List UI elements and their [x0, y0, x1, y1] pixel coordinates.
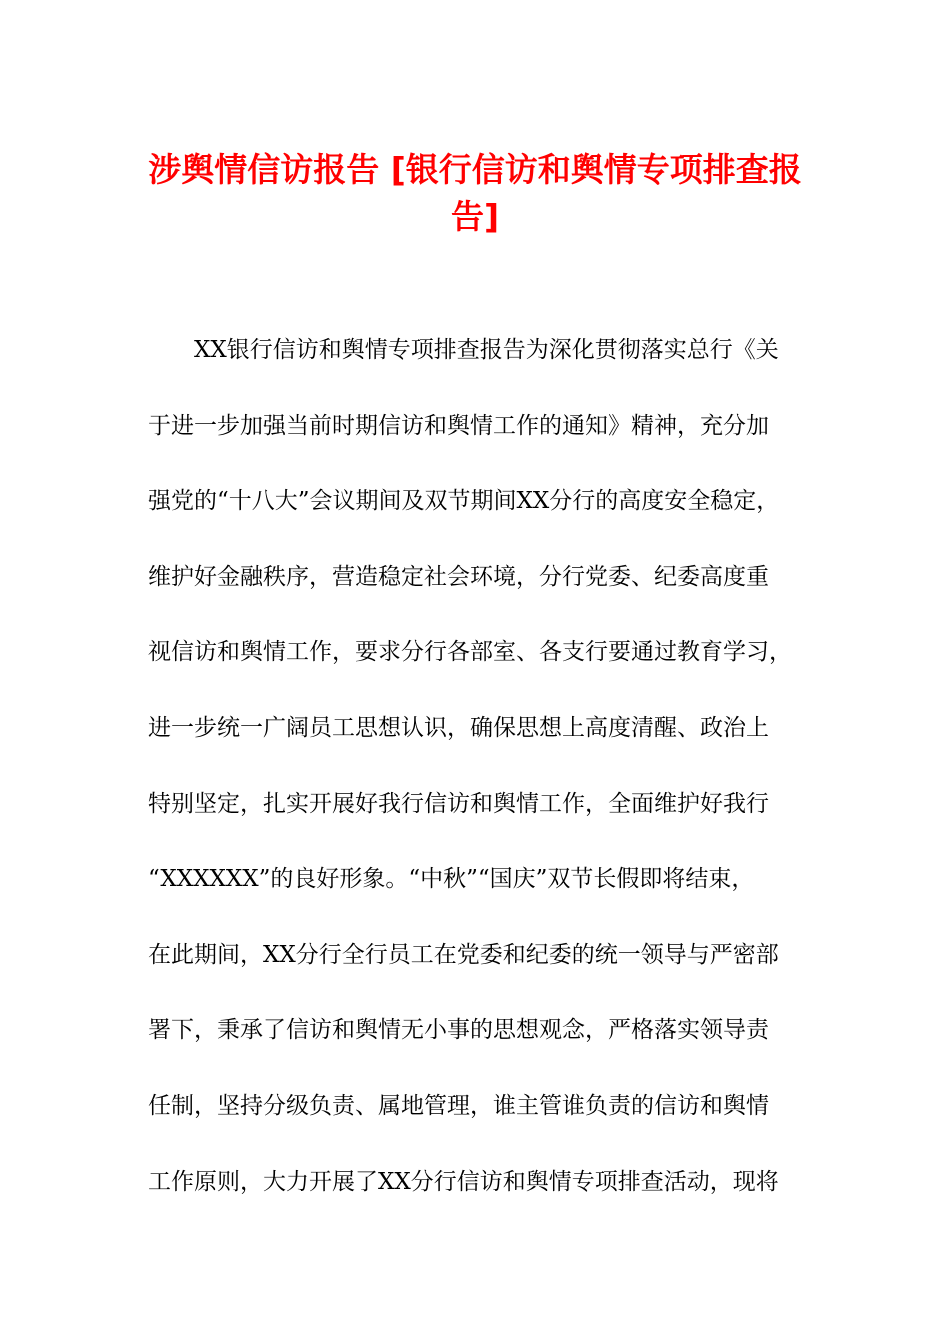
paragraph-line-9: 在此期间，XX分行全行员工在党委和纪委的统一领导与严密部 — [148, 941, 779, 968]
paragraph-line-8: “XXXXXX”的良好形象。“中秋”“国庆”双节长假即将结束， — [148, 866, 755, 893]
document-body — [148, 328, 808, 1235]
paragraph-line-6: 进一步统一广阔员工思想认识，确保思想上高度清醒、政治上 — [148, 714, 769, 741]
paragraph-line-1: XX银行信访和舆情专项排查报告为深化贯彻落实总行《关 — [194, 337, 779, 363]
document-title — [110, 146, 840, 240]
paragraph-line-7: 特别坚定，扎实开展好我行信访和舆情工作，全面维护好我行 — [148, 790, 769, 817]
paragraph-line-5: 视信访和舆情工作，要求分行各部室、各支行要通过教育学习， — [148, 639, 792, 666]
title-line-2: 告] — [450, 197, 500, 236]
paragraph-line-3: 强党的“十八大”会议期间及双节期间XX分行的高度安全稳定， — [148, 488, 780, 515]
paragraph-line-4: 维护好金融秩序，营造稳定社会环境，分行党委、纪委高度重 — [148, 563, 769, 590]
paragraph-line-2: 于进一步加强当前时期信访和舆情工作的通知》精神，充分加 — [148, 412, 769, 439]
title-line-1: 涉舆情信访报告 [银行信访和舆情专项排查报 — [148, 150, 802, 189]
paragraph-line-10: 署下，秉承了信访和舆情无小事的思想观念，严格落实领导责 — [148, 1017, 769, 1044]
paragraph-line-12: 工作原则，大力开展了XX分行信访和舆情专项排查活动，现将 — [148, 1168, 779, 1195]
paragraph-line-11: 任制，坚持分级负责、属地管理，谁主管谁负责的信访和舆情 — [148, 1092, 769, 1119]
